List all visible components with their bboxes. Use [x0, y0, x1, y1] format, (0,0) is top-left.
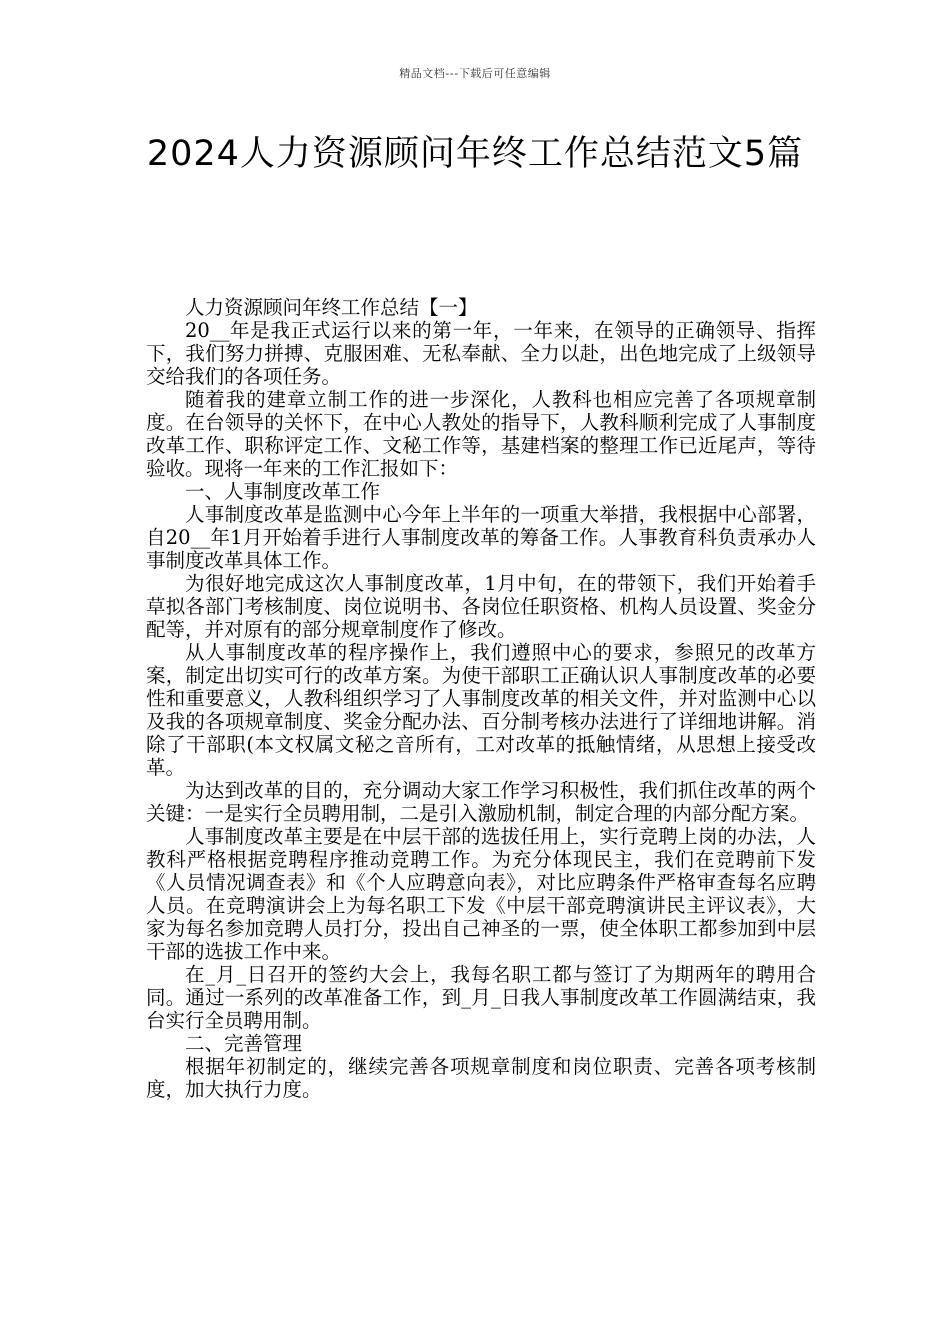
- paragraph: 为很好地完成这次人事制度改革，1月中旬，在的带领下，我们开始着手草拟各部门考核制度、岗位说明书、各岗位任职资格、机构人员设置、奖金分配等，并对原有的部分规章制度作了修改。: [146, 572, 816, 641]
- paragraph: 从人事制度改革的程序操作上，我们遵照中心的要求，参照兄的改革方案，制定出切实可行的改革方案。为使干部职工正确认识人事制度改革的必要性和重要意义，人教科组织学习了人事制度改革的相关文件，并对监测中心以及我的各项规章制度、奖金分配办法、百分制考核办法进行了详细地讲解。消除了干部职(本文权属文秘之音所有，工对改革的抵触情绪，从思想上接受改革。: [146, 641, 816, 779]
- paragraph: 人事制度改革是监测中心今年上半年的一项重大举措，我根据中心部署，自20__年1月开始着手进行人事制度改革的筹备工作。人事教育科负责承办人事制度改革具体工作。: [146, 503, 816, 572]
- section-heading: 一、人事制度改革工作: [185, 480, 381, 503]
- header-note: 精品文档---下载后可任意编辑: [399, 67, 551, 80]
- paragraph: 在_月_日召开的签约大会上，我每名职工都与签订了为期两年的聘用合同。通过一系列的改革准备工作，到_月_日我人事制度改革工作圆满结束，我台实行全员聘用制。: [146, 963, 816, 1032]
- paragraph: 人事制度改革主要是在中层干部的选拔任用上，实行竞聘上岗的办法，人教科严格根据竞聘程序推动竞聘工作。为充分体现民主，我们在竞聘前下发《人员情况调查表》和《个人应聘意向表》，对比应聘条件严格审查每名应聘人员。在竞聘演讲会上为每名职工下发《中层干部竞聘演讲民主评议表》，大家为每名参加竞聘人员打分，投出自己神圣的一票，使全体职工都参加到中层干部的选拔工作中来。: [146, 825, 816, 963]
- paragraph: 根据年初制定的，继续完善各项规章制度和岗位职责、完善各项考核制度，加大执行力度。: [146, 1055, 816, 1101]
- document-body: [146, 296, 816, 1101]
- paragraph: 随着我的建章立制工作的进一步深化，人教科也相应完善了各项规章制度。在台领导的关怀下，在中心人教处的指导下，人教科顺利完成了人事制度改革工作、职称评定工作、文秘工作等，基建档案的整理工作已近尾声，等待验收。现将一年来的工作汇报如下：: [146, 388, 816, 480]
- section-heading: 二、完善管理: [185, 1032, 303, 1055]
- paragraph: 20__年是我正式运行以来的第一年，一年来，在领导的正确领导、指挥下，我们努力拼搏、克服困难、无私奉献、全力以赴，出色地完成了上级领导交给我们的各项任务。: [146, 319, 816, 388]
- document-title: 2024人力资源顾问年终工作总结范文5篇: [146, 134, 804, 174]
- paragraph: 为达到改革的目的，充分调动大家工作学习积极性，我们抓住改革的两个关键：一是实行全员聘用制，二是引入激励机制，制定合理的内部分配方案。: [146, 779, 816, 825]
- section-heading: 人力资源顾问年终工作总结【一】: [185, 296, 478, 319]
